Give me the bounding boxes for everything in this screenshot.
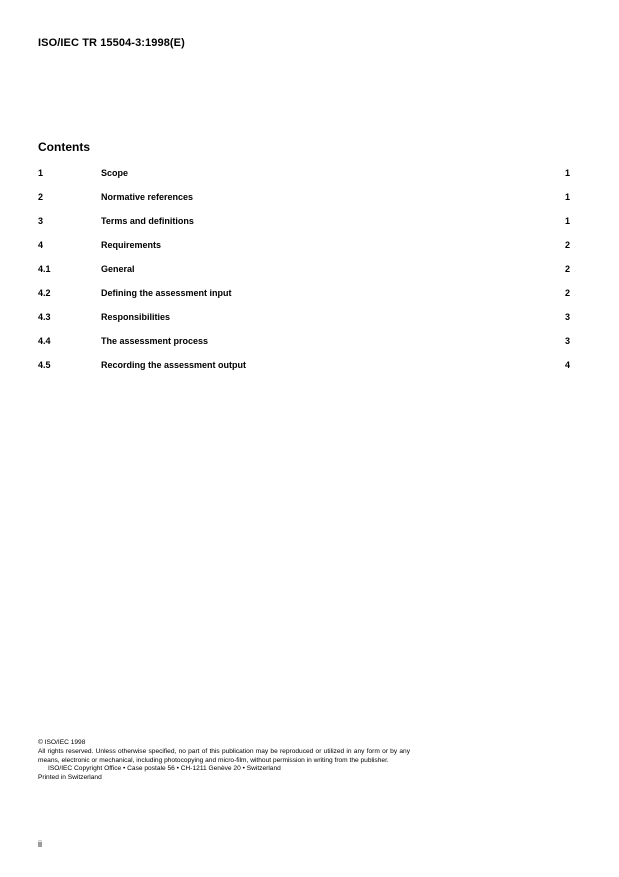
page-number: ii <box>38 839 42 849</box>
toc-entry-number: 2 <box>38 192 44 202</box>
toc-entry-number: 3 <box>38 216 44 226</box>
toc-entry[interactable] <box>38 216 570 240</box>
toc-entry-title: Responsibilities <box>101 312 171 322</box>
toc-entry-number: 4 <box>38 240 44 250</box>
toc-entry-page: 2 <box>564 264 570 274</box>
toc-entry-title: Normative references <box>101 192 194 202</box>
toc-entry-title: Recording the assessment output <box>101 360 247 370</box>
toc-entry-title: Requirements <box>101 240 162 250</box>
toc-entry[interactable] <box>38 192 570 216</box>
rights-statement: All rights reserved. Unless otherwise specified, no part of this publication may be reproduced or utilized in any form or by any means, electronic or mechanical, including photocopying and micro-film, without permission in writing from the publisher. <box>38 747 410 764</box>
toc-entry-title: General <box>101 264 135 274</box>
document-id: ISO/IEC TR 15504-3:1998(E) <box>38 37 185 49</box>
toc-entry-number: 1 <box>38 168 44 178</box>
toc-entry-page: 1 <box>564 192 570 202</box>
copyright-office-address: ISO/IEC Copyright Office • Case postale 56 • CH-1211 Genève 20 • Switzerland <box>48 765 281 773</box>
printed-in: Printed in Switzerland <box>38 774 102 782</box>
toc-entry-page: 1 <box>564 168 570 178</box>
toc-entry-page: 1 <box>564 216 570 226</box>
toc-entry-number: 4.3 <box>38 312 51 322</box>
toc-entry-number: 4.5 <box>38 360 51 370</box>
toc-entry-page: 3 <box>564 336 570 346</box>
toc-entry-page: 2 <box>564 240 570 250</box>
toc-entry-title: Defining the assessment input <box>101 288 232 298</box>
toc-entry[interactable] <box>38 240 570 264</box>
toc-entry[interactable] <box>38 168 570 192</box>
toc-entry-title: The assessment process <box>101 336 209 346</box>
contents-heading: Contents <box>38 140 90 154</box>
toc-entry[interactable] <box>38 336 570 360</box>
toc-entry[interactable] <box>38 288 570 312</box>
table-of-contents <box>38 168 570 384</box>
toc-entry[interactable] <box>38 312 570 336</box>
toc-entry-number: 4.2 <box>38 288 51 298</box>
toc-entry[interactable] <box>38 360 570 384</box>
copyright-line: © ISO/IEC 1998 <box>38 739 86 746</box>
toc-entry-page: 3 <box>564 312 570 322</box>
toc-entry-title: Terms and definitions <box>101 216 194 226</box>
toc-entry-number: 4.1 <box>38 264 51 274</box>
toc-entry-page: 2 <box>564 288 570 298</box>
toc-entry-title: Scope <box>101 168 129 178</box>
copyright-notice <box>38 739 410 783</box>
toc-entry-number: 4.4 <box>38 336 51 346</box>
toc-entry-page: 4 <box>564 360 570 370</box>
toc-entry[interactable] <box>38 264 570 288</box>
